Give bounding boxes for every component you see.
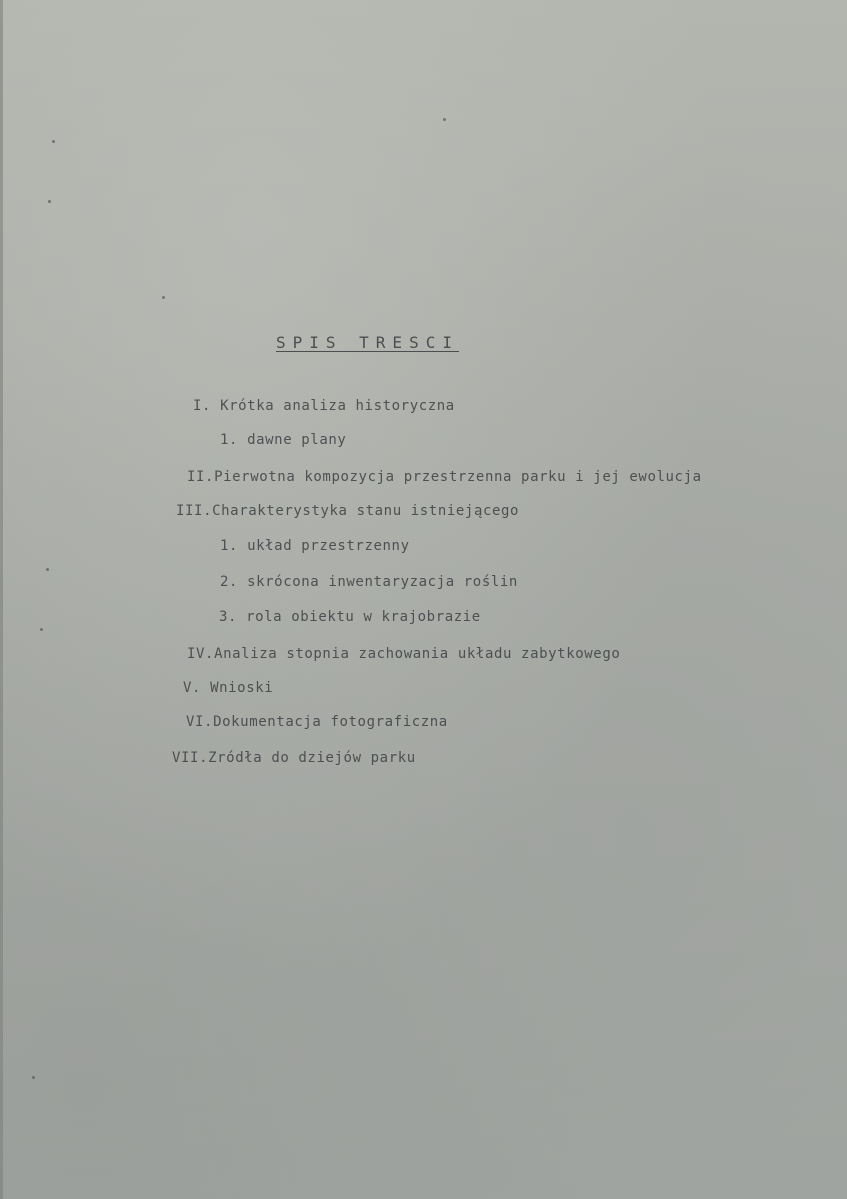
- toc-entry-5: V. Wnioski: [183, 680, 274, 696]
- toc-entry-7: VII.Zródła do dziejów parku: [172, 750, 416, 766]
- toc-subentry-3-3: 3. rola obiektu w krajobrazie: [219, 609, 481, 625]
- toc-subentry-3-1: 1. układ przestrzenny: [220, 538, 410, 554]
- paper-speck: [48, 200, 51, 203]
- toc-entry-4: IV.Analiza stopnia zachowania układu zabytkowego: [187, 646, 621, 662]
- paper-speck: [443, 118, 446, 121]
- toc-subentry-3-2: 2. skrócona inwentaryzacja roślin: [220, 574, 518, 590]
- toc-subentry-1-1: 1. dawne plany: [220, 432, 347, 448]
- toc-entry-6: VI.Dokumentacja fotograficzna: [186, 714, 448, 730]
- paper-speck: [40, 628, 43, 631]
- paper-speck: [52, 140, 55, 143]
- toc-entry-1: I. Krótka analiza historyczna: [193, 398, 455, 414]
- page-edge-shadow: [0, 0, 3, 1199]
- document-title: SPIS TRESCI: [276, 333, 459, 352]
- paper-speck: [32, 1076, 35, 1079]
- toc-entry-2: II.Pierwotna kompozycja przestrzenna parku i jej ewolucja: [187, 469, 702, 485]
- paper-speck: [162, 296, 165, 299]
- paper-speck: [46, 568, 49, 571]
- toc-entry-3: III.Charakterystyka stanu istniejącego: [176, 503, 520, 519]
